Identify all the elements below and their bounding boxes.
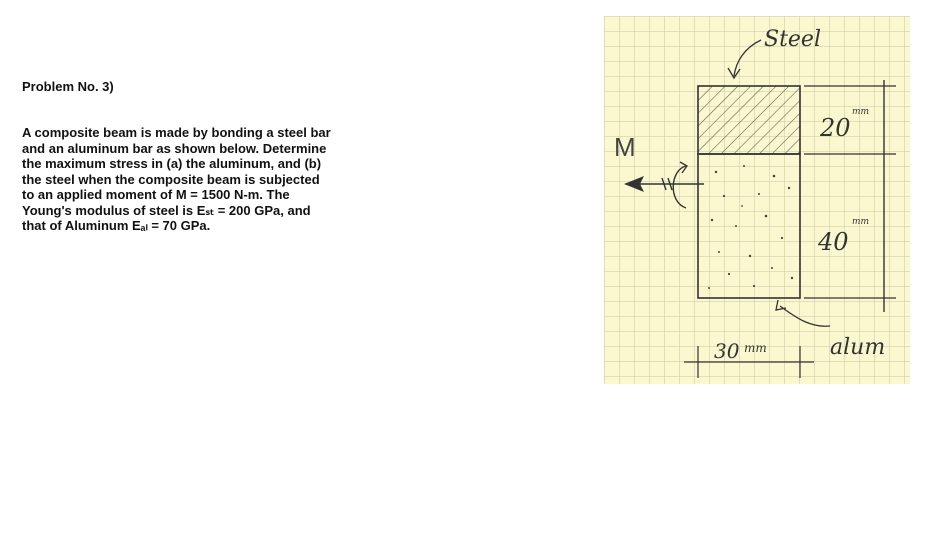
moment-label: M xyxy=(614,132,636,162)
problem-line: to an applied moment of M = 1500 N-m. The xyxy=(22,187,290,202)
beam-cross-section-figure xyxy=(604,16,910,384)
alum-pointer-arrowhead xyxy=(776,300,786,310)
problem-line: that of Aluminum Eₐₗ = 70 GPa. xyxy=(22,218,211,233)
steel-section xyxy=(698,86,800,154)
alum-height-label: 40 xyxy=(818,228,849,256)
width-label: 30 xyxy=(714,339,740,363)
width-unit: mm xyxy=(744,341,767,355)
problem-statement xyxy=(22,125,507,234)
problem-line: Young's modulus of steel is Eₛₜ = 200 GPa, and xyxy=(22,202,311,218)
alum-pointer-arrow xyxy=(780,306,830,326)
problem-line: the maximum stress in (a) the aluminum, and (b) xyxy=(22,156,322,171)
beam-sketch xyxy=(604,16,910,384)
steel-label: Steel xyxy=(764,27,821,52)
steel-height-unit: mm xyxy=(852,107,870,117)
moment-curl-arrow xyxy=(673,166,686,208)
problem-line: the steel when the composite beam is subjected xyxy=(22,171,320,187)
steel-height-label: 20 xyxy=(820,114,851,142)
aluminum-section xyxy=(698,154,800,298)
alum-height-unit: mm xyxy=(852,217,870,227)
problem-line: A composite beam is made by bonding a steel bar xyxy=(22,125,331,140)
problem-line: and an aluminum bar as shown below. Determine xyxy=(22,140,327,156)
alum-label: alum xyxy=(830,335,886,360)
aluminum-speckles xyxy=(708,165,793,289)
problem-title: Problem No. 3) xyxy=(22,79,114,94)
steel-pointer-arrow xyxy=(734,40,761,76)
